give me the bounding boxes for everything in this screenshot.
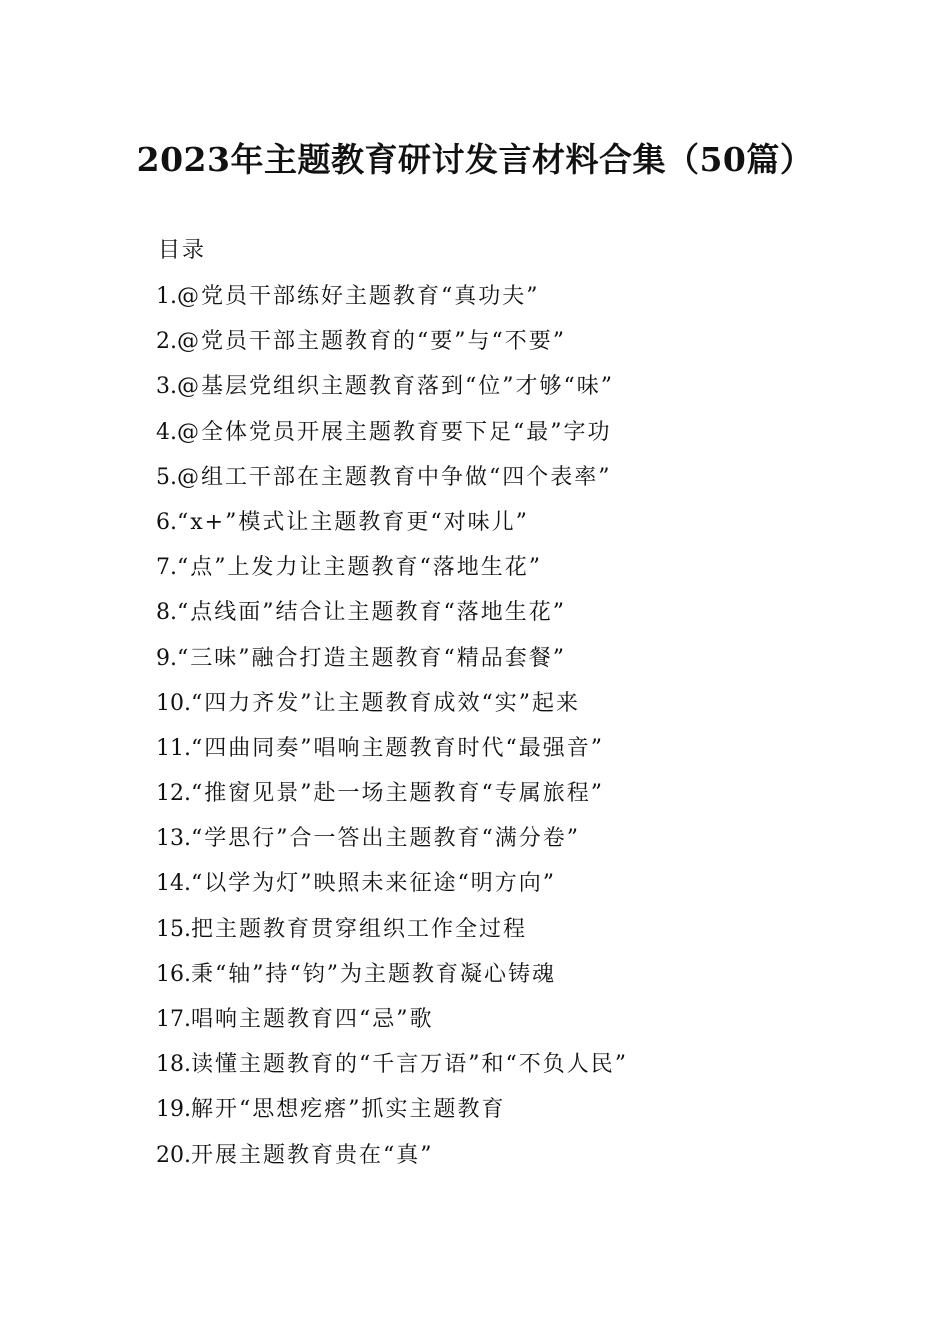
toc-item-label: “推窗见景”赴一场主题教育“专属旅程” (191, 781, 604, 807)
toc-item[interactable] (156, 551, 876, 596)
toc-item-number: 18. (156, 1052, 191, 1078)
toc-item[interactable] (156, 867, 876, 912)
toc-item-number: 3. (156, 374, 177, 400)
toc-item-number: 11. (156, 735, 191, 761)
toc-item-number: 14. (156, 871, 191, 897)
toc-item-label: 唱响主题教育四“忌”歌 (191, 1007, 434, 1032)
toc-item[interactable] (156, 1093, 876, 1138)
toc-item-label: 把主题教育贯穿组织工作全过程 (191, 916, 528, 942)
toc-item-label: @党员干部练好主题教育“真功夫” (177, 284, 540, 309)
toc-item-number: 4. (156, 419, 177, 445)
toc-item-number: 16. (156, 961, 191, 987)
toc-item[interactable] (156, 280, 876, 325)
toc-item-number: 9. (156, 645, 177, 671)
toc-item[interactable] (156, 913, 876, 958)
toc-item-label: @组工干部在主题教育中争做“四个表率” (177, 464, 612, 490)
toc-item-label: “学思行”合一答出主题教育“满分卷” (191, 826, 580, 852)
toc-item-label: “四曲同奏”唱响主题教育时代“最强音” (191, 735, 604, 761)
toc-item[interactable] (156, 1003, 876, 1048)
toc-item-label: “点线面”结合让主题教育“落地生花” (177, 600, 566, 626)
toc-heading: 目录 (158, 238, 207, 263)
toc-item-number: 6. (156, 509, 177, 535)
toc-item-label: @全体党员开展主题教育要下足“最”字功 (177, 419, 612, 445)
toc-item[interactable] (156, 416, 876, 461)
toc-item-label: @基层党组织主题教育落到“位”才够“味” (177, 374, 614, 400)
toc-item[interactable] (156, 1048, 876, 1093)
toc-item-label: 开展主题教育贵在“真” (191, 1142, 434, 1168)
toc-item[interactable] (156, 732, 876, 777)
toc-item-number: 20. (156, 1142, 191, 1168)
toc-item[interactable] (156, 325, 876, 370)
toc-item-label: 秉“轴”持“钧”为主题教育凝心铸魂 (191, 961, 556, 987)
toc-item-number: 8. (156, 600, 177, 626)
toc-item-number: 17. (156, 1007, 191, 1032)
toc-item[interactable] (156, 506, 876, 551)
toc-item-label: “x+”模式让主题教育更“对味儿” (177, 509, 529, 535)
toc-item-label: “以学为灯”映照未来征途“明方向” (191, 871, 556, 897)
toc-item-number: 7. (156, 555, 177, 581)
toc-item-number: 13. (156, 826, 191, 852)
toc-item-number: 10. (156, 690, 191, 716)
toc-item-number: 2. (156, 329, 177, 355)
table-of-contents (156, 280, 876, 1184)
toc-item[interactable] (156, 822, 876, 867)
toc-item[interactable] (156, 1139, 876, 1184)
toc-item[interactable] (156, 461, 876, 506)
document-title: 2023年主题教育研讨发言材料合集（50篇） (136, 140, 814, 179)
toc-item-number: 15. (156, 916, 191, 942)
toc-item[interactable] (156, 370, 876, 415)
toc-item[interactable] (156, 642, 876, 687)
toc-item[interactable] (156, 596, 876, 641)
toc-item-label: “点”上发力让主题教育“落地生花” (177, 555, 542, 581)
toc-item[interactable] (156, 958, 876, 1003)
toc-item-label: “三味”融合打造主题教育“精品套餐” (177, 645, 566, 671)
toc-item-number: 5. (156, 464, 177, 490)
toc-item-number: 1. (156, 284, 177, 309)
toc-item-label: 解开“思想疙瘩”抓实主题教育 (191, 1097, 506, 1123)
toc-item-label: @党员干部主题教育的“要”与“不要” (177, 329, 566, 355)
toc-item[interactable] (156, 777, 876, 822)
toc-item[interactable] (156, 687, 876, 732)
toc-item-number: 19. (156, 1097, 191, 1123)
toc-item-label: 读懂主题教育的“千言万语”和“不负人民” (191, 1052, 628, 1078)
toc-item-label: “四力齐发”让主题教育成效“实”起来 (191, 690, 580, 716)
toc-item-number: 12. (156, 781, 191, 807)
